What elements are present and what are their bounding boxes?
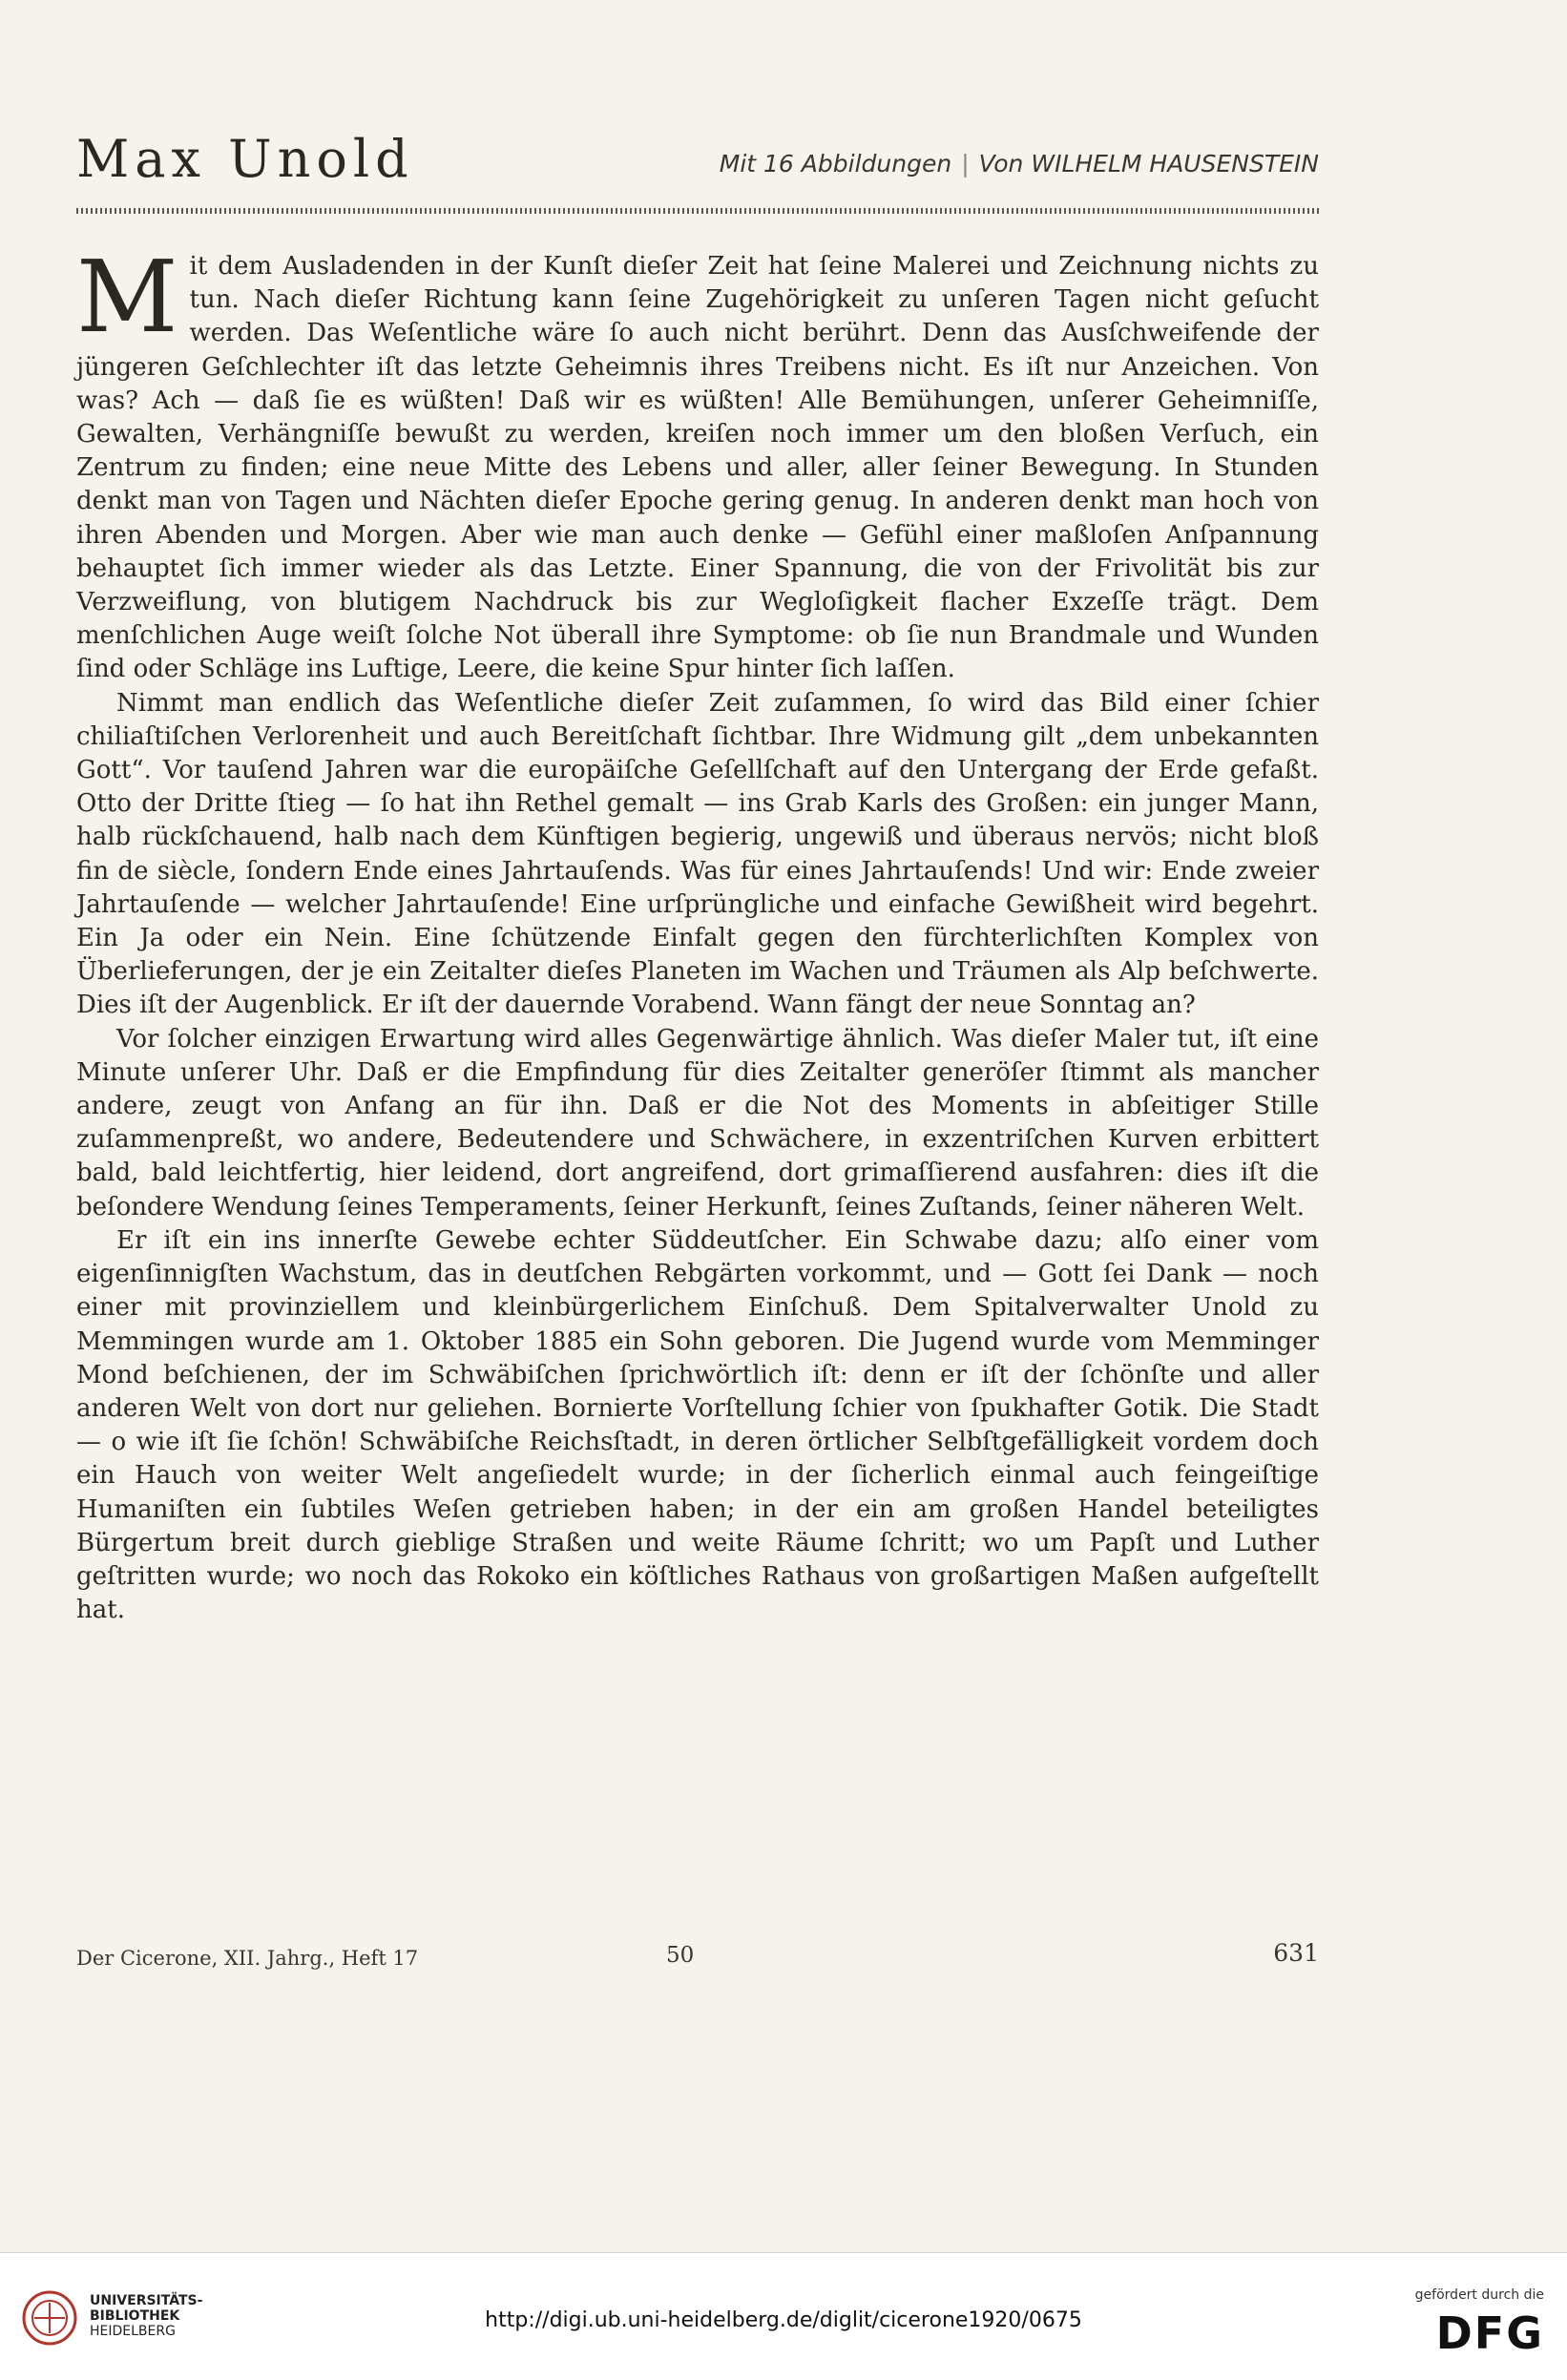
paragraph-2: Nimmt man endlich das Weſentliche dieſer Zeit zuſammen, ſo wird das Bild einer ſchier chiliaſtiſchen Verlorenheit und auch Bereitſchaft ſichtbar. Ihre Widmung gilt „dem unbekannten Gott“. Vor tauſend Jahren war die europäiſche Geſellſchaft auf den Untergang der Erde gefaßt. Otto der Dritte ſtieg — ſo hat ihn Rethel gemalt — ins Grab Karls des Großen: ein junger Mann, halb rückſchauend, halb nach dem Künftigen begierig, ungewiß und überaus nervös; nicht bloß fin de siècle, ſondern Ende eines Jahrtauſends. Was für eines Jahrtauſends! Und wir: Ende zweier Jahrtauſende — welcher Jahrtauſende! Eine urſprüngliche und einfache Gewißheit wird begehrt. Ein Ja oder ein Nein. Eine ſchützende Einfalt gegen den fürchterlichſten Komplex von Überlieferungen, der je ein Zeitalter dieſes Planeten im Wachen und Träumen als Alp beſchwerte. Dies iſt der Augenblick. Er iſt der dauernde Vorabend. Wann fängt der neue Sonntag an? — [76, 688, 1319, 1020]
paragraph-1-text: it dem Ausladenden in der Kunſt dieſer Zeit hat ſeine Malerei und Zeichnung nichts zu tun. Nach dieſer Richtung kann ſeine Zugehörigkeit zu unſeren Tagen nicht geſucht werden. Das Weſentliche wäre ſo auch nicht berührt. Denn das Ausſchweifende der jüngeren Geſchlechter iſt das letzte Geheimnis ihres Treibens nicht. Es iſt nur Anzeichen. Von was? Ach — daß ſie es wüßten! Daß wir es wüßten! Alle Bemühungen, unſerer Geheimniſſe, Gewalten, Verhängniſſe bewußt zu werden, kreiſen noch immer um den bloßen Verſuch, ein Zentrum zu finden; eine neue Mitte des Lebens und aller, aller ſeiner Bewegung. In Stunden denkt man von Tagen und Nächten dieſer Epoche gering genug. In anderen denkt man hoch von ihren Abenden und Morgen. Aber wie man auch denke — Gefühl einer maßloſen Anſpannung behauptet ſich immer wieder als das Letzte. Einer Spannung, die von der Frivolität bis zur Verzweiflung, von blutigem Nachdruck bis zur Wegloſigkeit flacher Exzeſſe trägt. Dem menſchlichen Auge weiſt ſolche Not überall ihre Symptome: ob ſie nun Brandmale und Wunden ſind oder Schläge ins Luftige, Leere, die keine Spur hinter ſich laſſen. — [76, 252, 1319, 684]
drop-cap: M — [76, 239, 178, 355]
author-credit: Von WILHELM HAUSENSTEIN — [978, 150, 1319, 177]
sequence-number: 50 — [666, 1943, 695, 1968]
article-body — [76, 239, 1319, 1627]
funding-note: gefördert durch die — [1414, 2287, 1544, 2303]
article-byline — [720, 150, 1319, 177]
permalink-url[interactable]: http://digi.ub.uni-heidelberg.de/diglit/cicerone1920/0675 — [485, 2308, 1082, 2332]
paragraph-1 — [76, 239, 1319, 687]
byline-separator: | — [961, 150, 970, 177]
paragraph-3: Vor ſolcher einzigen Erwartung wird alles Gegenwärtige ähnlich. Was dieſer Maler tut, iſt eine Minute unſerer Uhr. Daß er die Empfindung für dies Zeitalter generöſer ſtimmt als mancher andere, zeugt von Anfang an für ihn. Daß er die Not des Moments in abſeitiger Stille zuſammenpreßt, wo andere, Bedeutendere und Schwächere, in exzentriſchen Kurven erbittert bald, bald leichtfertig, hier leidend, dort angreifend, dort grimaſſierend ausfahren: dies iſt die beſondere Wendung ſeines Temperaments, ſeiner Herkunft, ſeines Zuſtands, ſeiner näheren Welt. — [76, 1024, 1319, 1221]
page-number: 631 — [1273, 1939, 1319, 1967]
illustrations-note: Mit 16 Abbildungen — [719, 150, 952, 177]
paragraph-4: Er iſt ein ins innerſte Gewebe echter Süddeutſcher. Ein Schwabe dazu; alſo einer vom eigenſinnigſten Wachstum, das in deutſchen Rebgärten vorkommt, und — Gott ſei Dank — noch einer mit provinziellem und kleinbürgerlichem Einſchuß. Dem Spitalverwalter Unold zu Memmingen wurde am 1. Oktober 1885 ein Sohn geboren. Die Jugend wurde vom Memminger Mond beſchienen, der im Schwäbiſchen ſprichwörtlich iſt: denn er iſt der ſchönſte und aller anderen Welt von dort nur geliehen. Bornierte Vorſtellung ſchier von ſpukhafter Gotik. Die Stadt — o wie iſt ſie ſchön! Schwäbiſche Reichsſtadt, in deren örtlicher Selbſtgefälligkeit vordem doch ein Hauch von weiter Welt angeſiedelt wurde; in der ſicherlich einmal auch feingeiſtige Humaniſten ein ſubtiles Weſen getrieben haben; in der ein am großen Handel beteiligtes Bürgertum breit durch gieblige Straßen und weite Räume ſchritt; wo um Papſt und Luther geſtritten wurde; wo noch das Rokoko ein köſtliches Rathaus von großartigen Maßen aufgeſtellt hat. — [76, 1225, 1319, 1625]
library-name-line-3: HEIDELBERG — [90, 2324, 176, 2339]
dfg-logo: DFG — [1435, 2307, 1544, 2359]
article-header — [76, 129, 1319, 196]
dotted-rule — [76, 208, 1319, 214]
page-footer — [76, 1937, 1319, 1975]
journal-reference: Der Cicerone, XII. Jahrg., Heft 17 — [76, 1947, 419, 1970]
library-name-line-1: UNIVERSITÄTS- — [90, 2293, 203, 2308]
digitization-bar — [0, 2252, 1567, 2380]
article-title: Max Unold — [76, 129, 414, 189]
library-name-line-2: BIBLIOTHEK — [90, 2308, 180, 2324]
